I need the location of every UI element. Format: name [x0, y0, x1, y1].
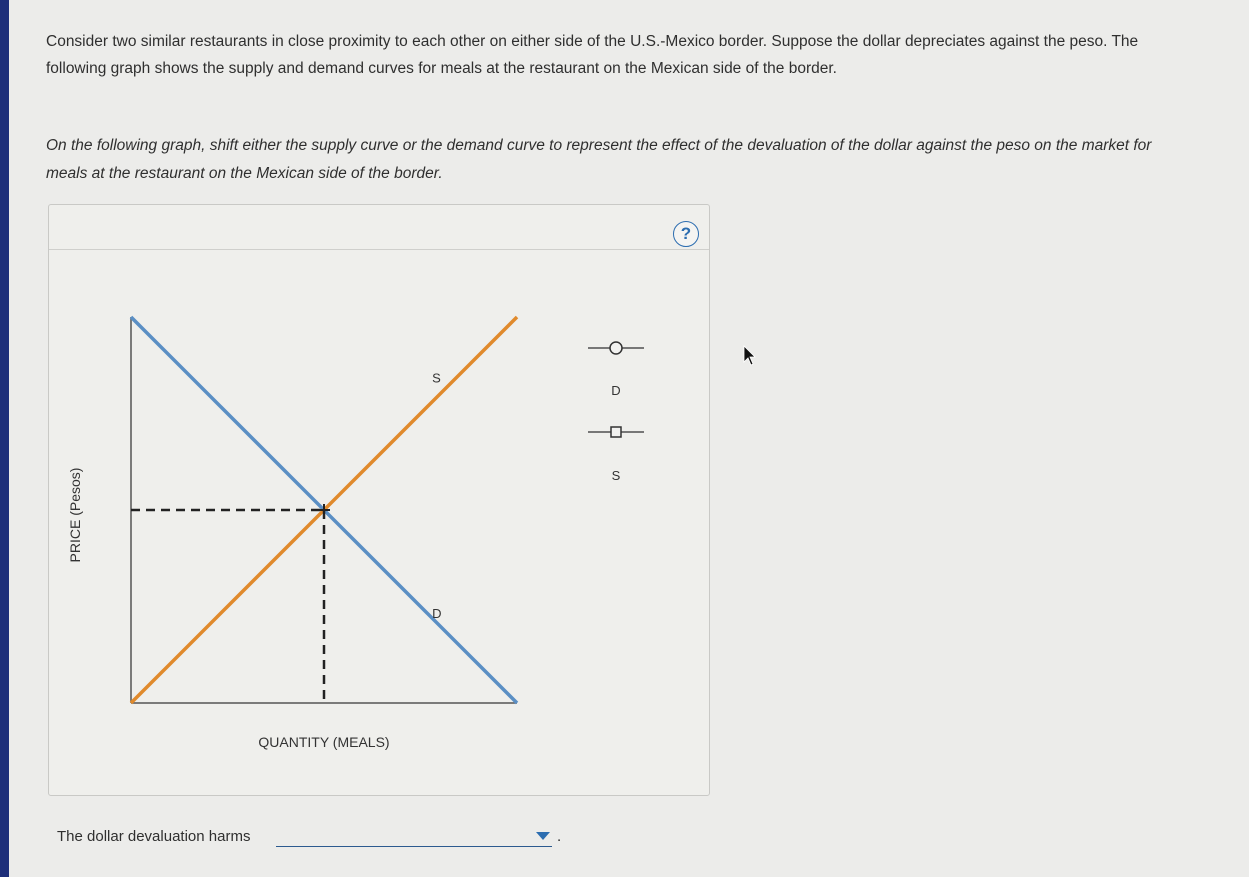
instruction-paragraph: On the following graph, shift either the supply curve or the demand curve to represent the effect of the devaluation of the dollar against the peso on the market for meals at the restaurant on the Mexican side of the border. [46, 137, 1152, 182]
mouse-pointer-icon [742, 345, 756, 367]
question-period: . [557, 828, 562, 845]
harms-dropdown[interactable] [276, 826, 552, 847]
demand-tool-label: D [611, 383, 621, 398]
graph-panel [48, 204, 710, 796]
window-edge [0, 0, 9, 877]
supply-tool-label: S [611, 468, 621, 483]
y-axis-label: PRICE (Pesos) [67, 467, 83, 563]
demand-tool-icon[interactable] [586, 338, 646, 358]
x-axis-label: QUANTITY (MEALS) [258, 734, 390, 750]
supply-curve-label: S [432, 370, 441, 386]
demand-curve-label: D [432, 606, 442, 622]
chevron-down-icon[interactable] [536, 832, 550, 840]
help-button[interactable]: ? [673, 221, 699, 247]
supply-tool-icon[interactable] [586, 422, 646, 442]
question-text: The dollar devaluation harms [57, 828, 251, 845]
intro-paragraph: Consider two similar restaurants in close proximity to each other on either side of the U.S.-Mexico border. Suppose the dollar depreciates against the peso. The following graph shows the supply and demand curves for meals at the restaurant on the Mexican side of the border. [46, 33, 1139, 77]
supply-demand-chart[interactable] [49, 205, 709, 795]
